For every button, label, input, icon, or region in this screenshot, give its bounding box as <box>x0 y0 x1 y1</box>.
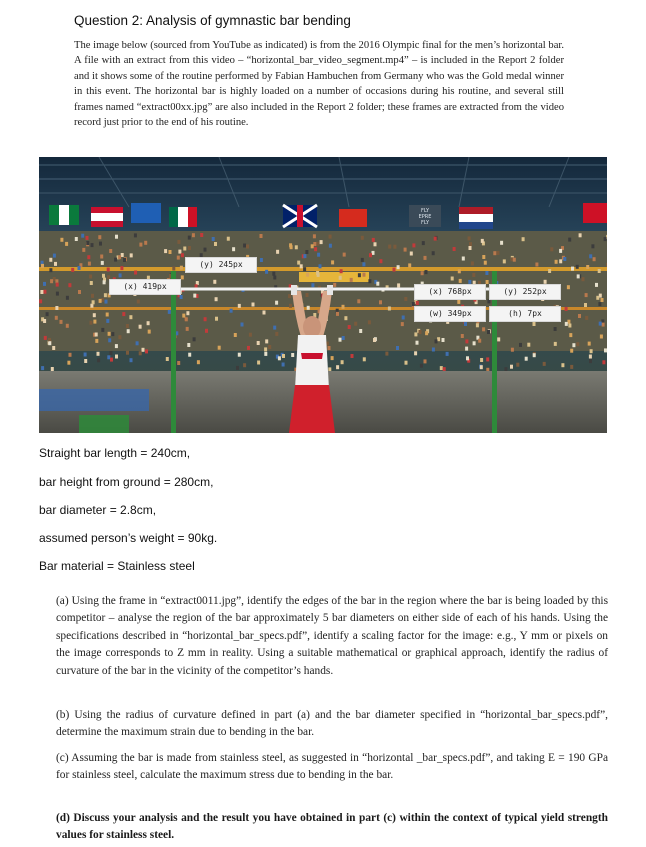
intro-paragraph: The image below (sourced from YouTube as indicated) is from the 2016 Olympic final for the men’s horizontal bar. A file with an extract from this video – “horizontal_bar_video_segment.mp4” – is included in the Report 2 folder and it shows some of the routine performed by Fabian Hambuchen from Germany who was the Gold medal winner in this event. The horizontal bar is highly loaded on a number of occasions during his routine, and several still frames named “extract00xx.jpg” are also included in the Report 2 folder; these frames are extracted from the video record just prior to the end of his routine. <box>74 40 564 129</box>
question-b: (b) Using the radius of curvature defined in part (a) and the bar diameter specified in “horizontal_bar_specs.pdf”, determine the maximum strain due to bending in the bar. <box>56 709 608 739</box>
arena-sign <box>409 205 441 227</box>
left-upright <box>171 271 176 433</box>
label-y-left: (y) 245px <box>185 257 257 273</box>
label-x-right: (x) 768px <box>414 284 486 300</box>
sign-text-1: FLY <box>420 208 430 214</box>
question-d: (d) Discuss your analysis and the result you have obtained in part (c) within the context of typical yield strength values for stainless steel. <box>56 812 608 842</box>
spec-person-weight: assumed person’s weight = 90kg. <box>39 531 218 545</box>
green-banner <box>79 415 129 433</box>
label-h: (h) 7px <box>489 306 561 322</box>
spec-bar-length: Straight bar length = 240cm, <box>39 446 191 460</box>
spec-bar-diameter: bar diameter = 2.8cm, <box>39 503 157 517</box>
sign-text-3: FLY <box>420 220 430 226</box>
spec-bar-material: Bar material = Stainless steel <box>39 559 195 573</box>
blue-banner <box>39 389 149 411</box>
question-a: (a) Using the frame in “extract0011.jpg”, identify the edges of the bar in the region where the bar is being loaded by this competitor – analyse the region of the bar approximately 5 bar diameters on either side of each of his hands. Using the specifications described in “horizontal_bar_specs.pdf”, identify a scaling factor for the image: e.g., Y mm or pixels on the image corresponds to Z mm in reality. Using a suitable mathematical or graphical approach, identify the radius of curvature of the bar in the vicinity of the competitor’s hands. <box>56 595 608 677</box>
label-x-left: (x) 419px <box>109 279 181 295</box>
label-y-right: (y) 252px <box>489 284 561 300</box>
sign-text-2: EPRE <box>418 214 432 220</box>
question-title: Question 2: Analysis of gymnastic bar bending <box>74 13 351 28</box>
label-w: (w) 349px <box>414 306 486 322</box>
question-c: (c) Assuming the bar is made from stainless steel, as suggested in “horizontal _bar_specs.pdf”, and taking E = 190 GPa for stainless steel, calculate the maximum stress due to bending in the bar. <box>56 752 608 782</box>
spec-bar-height: bar height from ground = 280cm, <box>39 475 214 489</box>
gymnast-photo <box>39 157 607 433</box>
